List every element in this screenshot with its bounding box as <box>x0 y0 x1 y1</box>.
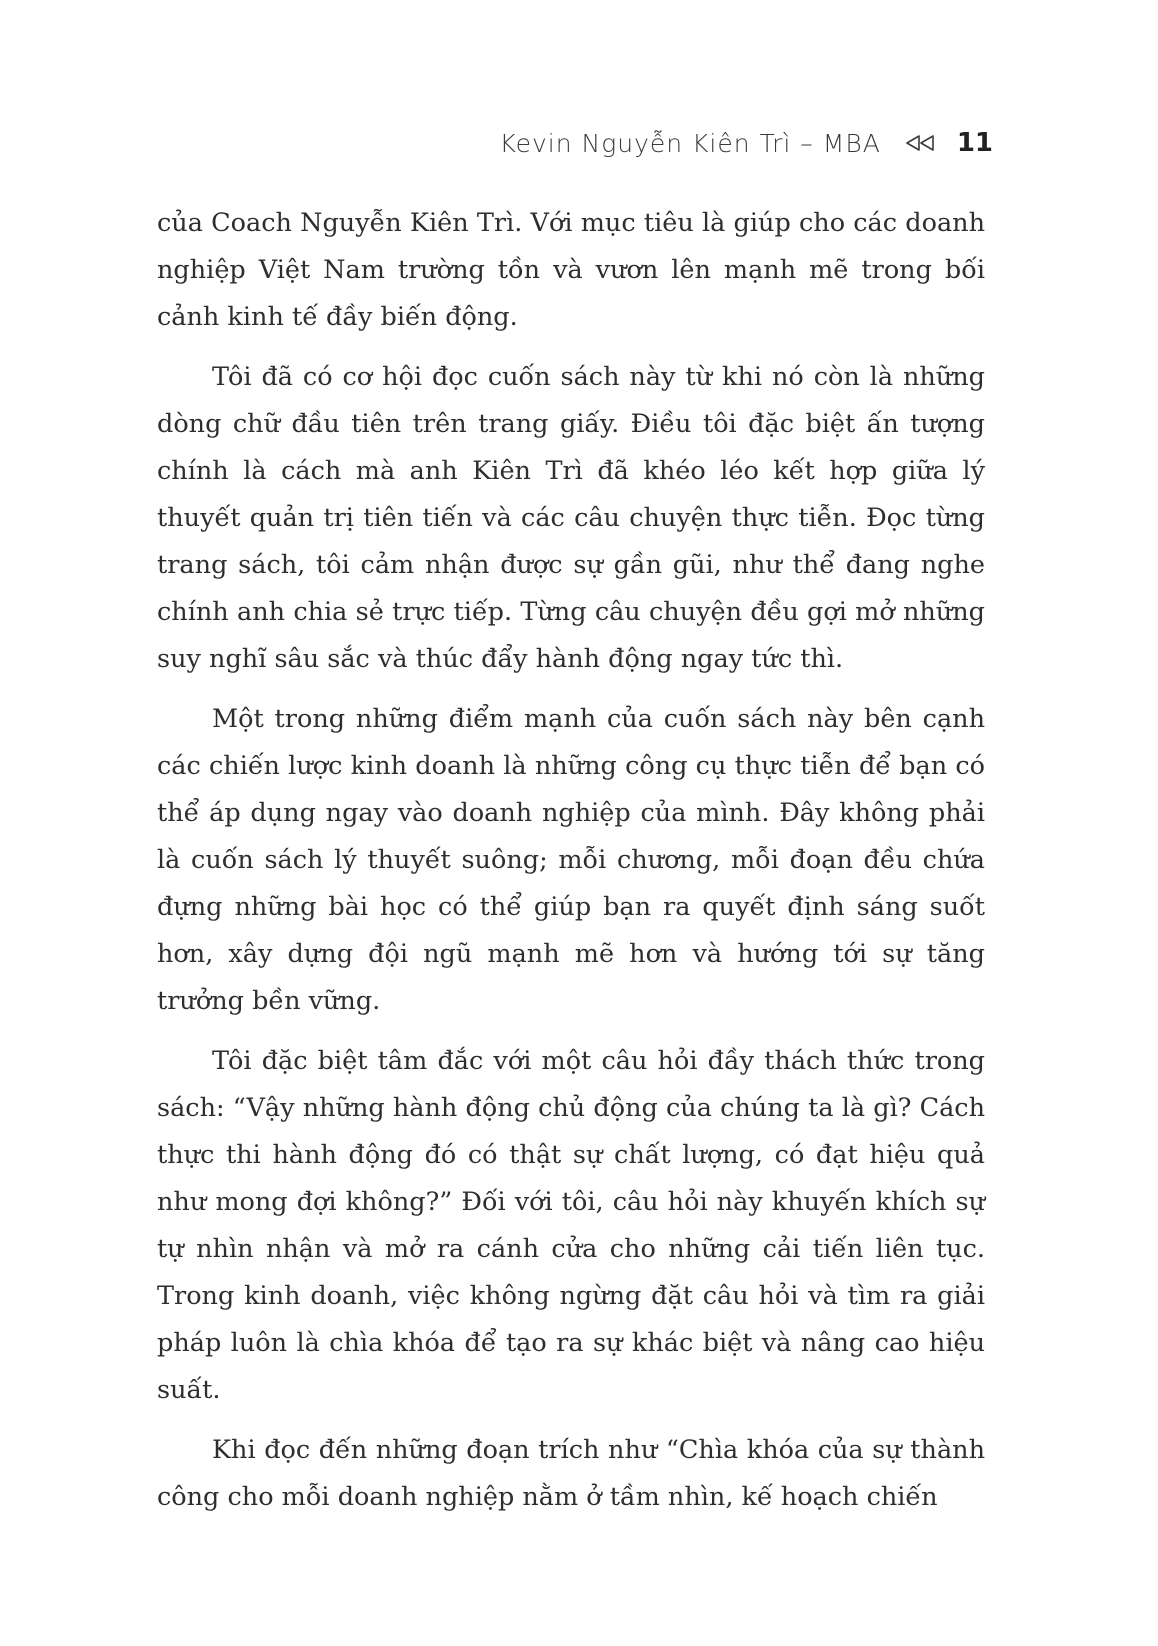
paragraph: Tôi đặc biệt tâm đắc với một câu hỏi đầy thách thức trong sách: “Vậy những hành động chủ động của chúng ta là gì? Cách thực thi hành động đó có thật sự chất lượng, có đạt hiệu quả như mong đợi không?” Đối với tôi, câu hỏi này khuyến khích sự tự nhìn nhận và mở ra cánh cửa cho những cải tiến liên tục. Trong kinh doanh, việc không ngừng đặt câu hỏi và tìm ra giải pháp luôn là chìa khóa để tạo ra sự khác biệt và nâng cao hiệu suất. <box>157 1046 985 1405</box>
paragraph: của Coach Nguyễn Kiên Trì. Với mục tiêu là giúp cho các doanh nghiệp Việt Nam trường tồn và vươn lên mạnh mẽ trong bối cảnh kinh tế đầy biến động. <box>157 208 985 332</box>
paragraph: Khi đọc đến những đoạn trích như “Chìa khóa của sự thành công cho mỗi doanh nghiệp nằm ở tầm nhìn, kế hoạch chiến <box>157 1435 985 1512</box>
body-text <box>157 200 985 1521</box>
paragraph: Một trong những điểm mạnh của cuốn sách này bên cạnh các chiến lược kinh doanh là những công cụ thực tiễn để bạn có thể áp dụng ngay vào doanh nghiệp của mình. Đây không phải là cuốn sách lý thuyết suông; mỗi chương, mỗi đoạn đều chứa đựng những bài học có thể giúp bạn ra quyết định sáng suốt hơn, xây dựng đội ngũ mạnh mẽ hơn và hướng tới sự tăng trưởng bền vững. <box>157 704 985 1016</box>
double-left-triangle-icon <box>905 135 935 151</box>
paragraph: Tôi đã có cơ hội đọc cuốn sách này từ khi nó còn là những dòng chữ đầu tiên trên trang giấy. Điều tôi đặc biệt ấn tượng chính là cách mà anh Kiên Trì đã khéo léo kết hợp giữa lý thuyết quản trị tiên tiến và các câu chuyện thực tiễn. Đọc từng trang sách, tôi cảm nhận được sự gần gũi, như thể đang nghe chính anh chia sẻ trực tiếp. Từng câu chuyện đều gợi mở những suy nghĩ sâu sắc và thúc đẩy hành động ngay tức thì. <box>157 362 985 674</box>
running-header <box>499 123 993 163</box>
running-title: Kevin Nguyễn Kiên Trì – MBA <box>499 128 881 158</box>
page-number: 11 <box>956 128 993 158</box>
